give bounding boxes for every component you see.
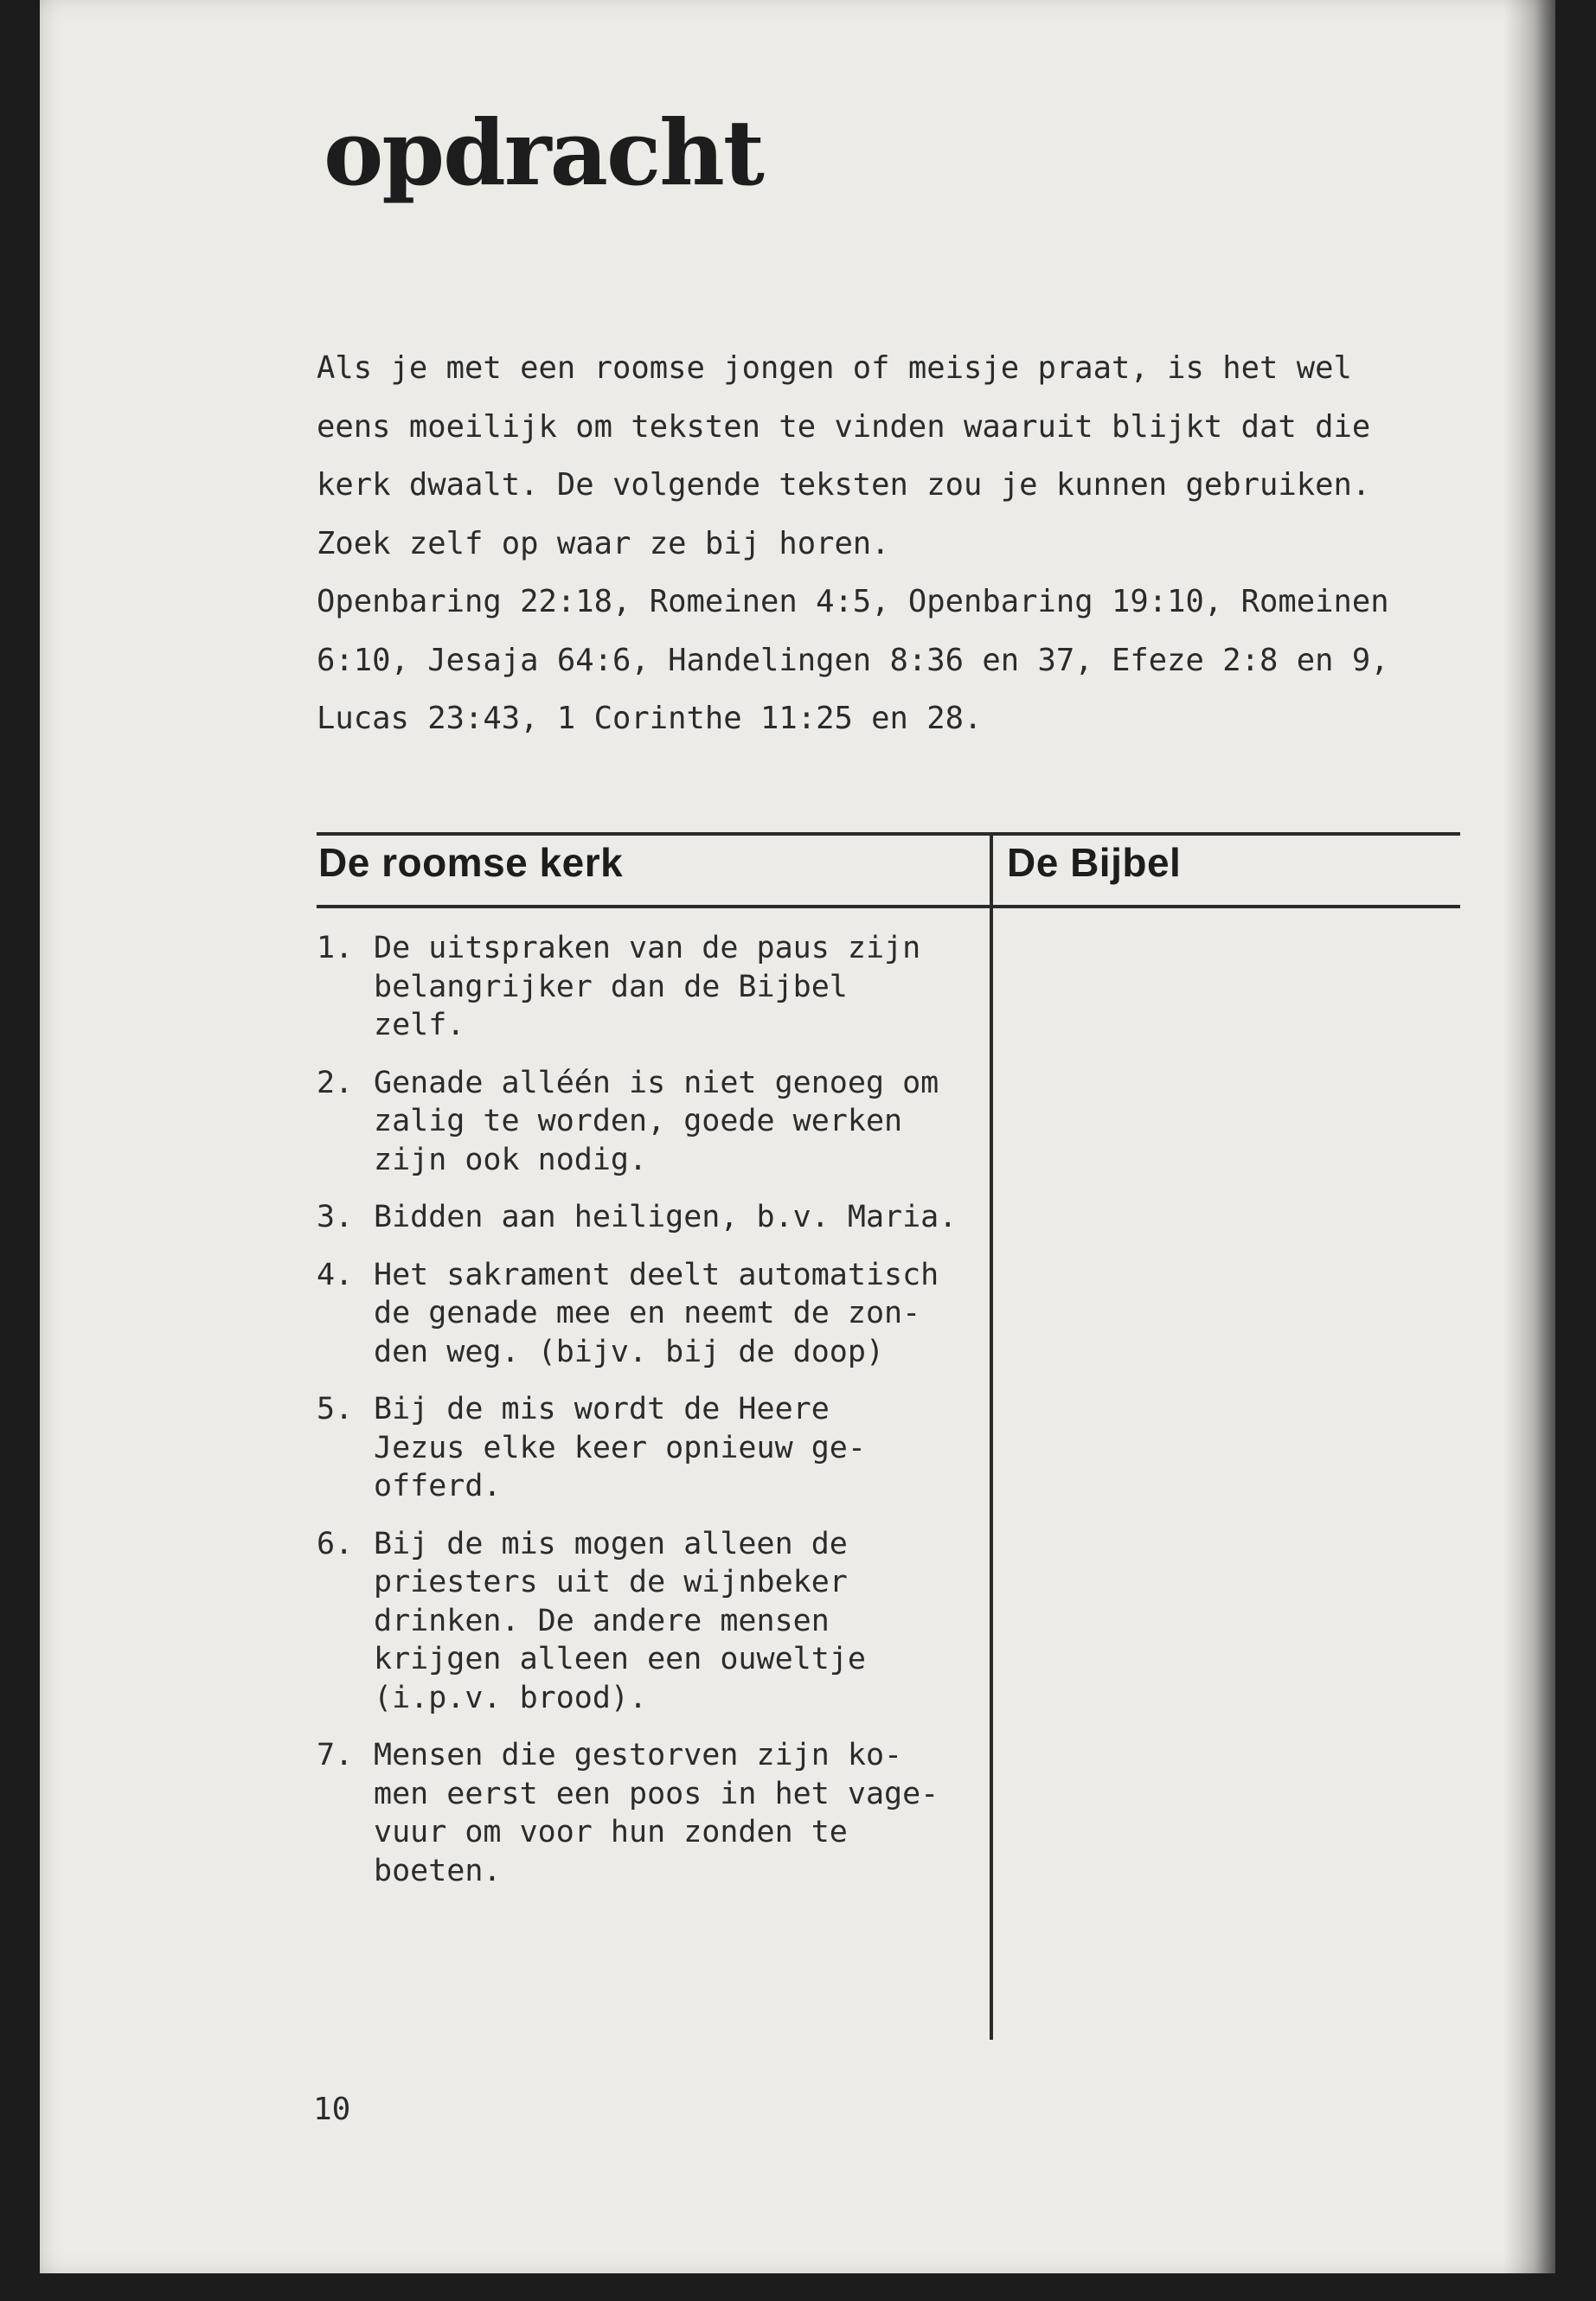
column-header-bijbel: De Bijbel: [1007, 840, 1182, 885]
item-number: 7.: [317, 1738, 354, 1772]
item-text: Bij de mis wordt de Heere Jezus elke keer opnieuw ge- offerd.: [374, 1392, 866, 1503]
page-number: 10: [313, 2092, 351, 2127]
table-header-rule: [317, 905, 1460, 908]
item-number: 2.: [317, 1065, 354, 1100]
list-item: [317, 1390, 991, 1506]
list-item: [317, 1256, 991, 1372]
item-number: 3.: [317, 1200, 354, 1234]
item-text: Bidden aan heiligen, b.v. Maria.: [374, 1200, 958, 1234]
list-item: [317, 1525, 991, 1718]
table-top-rule: [317, 832, 1460, 836]
list-item: [317, 1736, 991, 1890]
item-text: Bij de mis mogen alleen de priesters uit de wijnbeker drinken. De andere mensen krijgen alleen een ouweltje (i.p.v. brood).: [374, 1526, 866, 1715]
item-text: Genade alléén is niet genoeg om zalig te worden, goede werken zijn ook nodig.: [374, 1065, 939, 1177]
item-number: 1.: [317, 931, 354, 965]
list-item: [317, 1064, 991, 1180]
list-item: [317, 929, 991, 1045]
book-spine-shadow: [1503, 0, 1555, 2273]
item-number: 6.: [317, 1526, 354, 1561]
column-header-roomse-kerk: De roomse kerk: [318, 840, 624, 885]
item-number: 5.: [317, 1392, 354, 1426]
page-title: opdracht: [324, 99, 763, 206]
list-item: [317, 1198, 991, 1237]
item-text: De uitspraken van de paus zijn belangrijker dan de Bijbel zelf.: [374, 931, 921, 1042]
statement-list: [317, 929, 991, 1909]
intro-paragraph: Als je met een roomse jongen of meisje praat, is het wel eens moeilijk om teksten te vinden waaruit blijkt dat die kerk dwaalt. De volgende teksten zou je kunnen gebruiken. Zoek zelf op waar ze bij horen. Openbaring 22:18, Romeinen 4:5, Openbaring 19:10, Romeinen 6:10, Jesaja 64:6, Handelingen 8:36 en 37, Efeze 2:8 en 9, Lucas 23:43, 1 Corinthe 11:25 en 28.: [317, 350, 1389, 736]
item-number: 4.: [317, 1257, 354, 1292]
item-text: Mensen die gestorven zijn ko- men eerst een poos in het vage- vuur om voor hun zonden te boeten.: [374, 1738, 939, 1888]
item-text: Het sakrament deelt automatisch de genade mee en neemt de zon- den weg. (bijv. bij de doop): [374, 1257, 939, 1369]
